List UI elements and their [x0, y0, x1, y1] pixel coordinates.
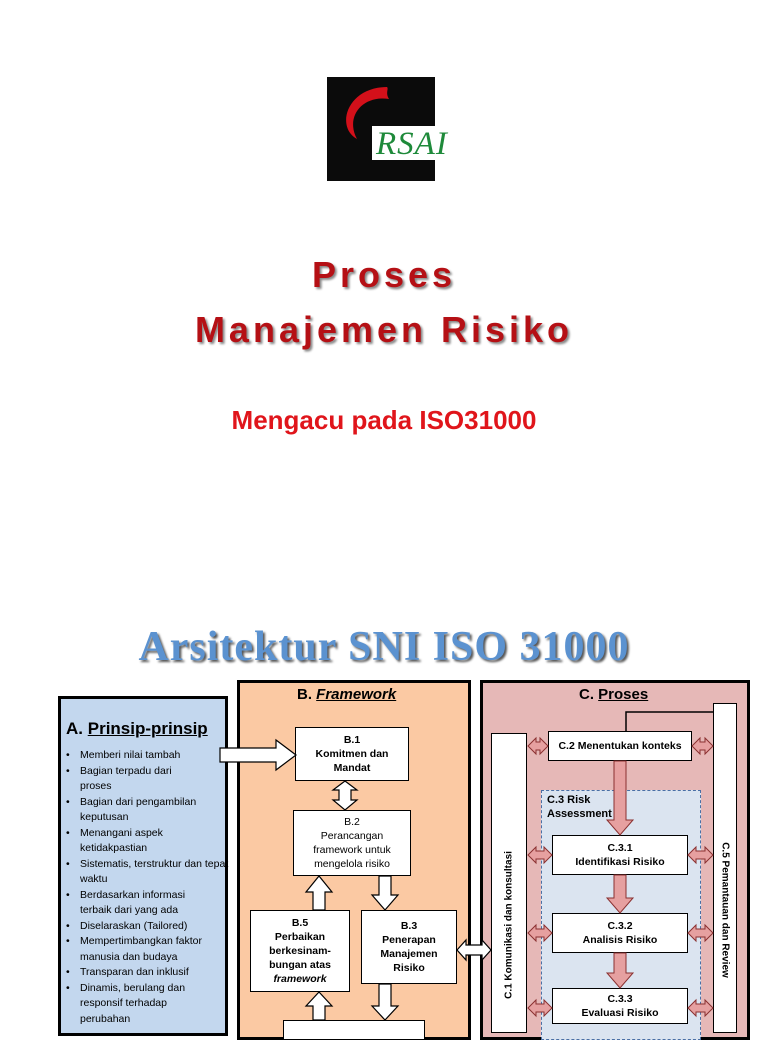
list-item: • Sistematis, terstruktur dan tepat waktu: [64, 857, 230, 888]
arrow-c1-c33: [528, 1000, 552, 1016]
page-title-line2: Manajemen Risiko: [194, 309, 574, 350]
b3-code: B.3: [400, 920, 418, 932]
list-item: • Dinamis, berulang dan responsif terhadap perubahan: [64, 981, 210, 1028]
b5-text: Perbaikan berkesinam-bungan atas: [269, 931, 331, 971]
architecture-title: Arsitektur SNI ISO 31000: [138, 624, 630, 670]
arrow-c1-c32: [528, 925, 552, 941]
arrow-c1-c31: [528, 847, 552, 863]
arrow-b-c: [457, 940, 491, 960]
arrow-c31-c5: [688, 847, 713, 863]
arrow-c33-c5: [688, 1000, 713, 1016]
panel-principles-prefix: A.: [66, 719, 83, 738]
panel-principles-label: Prinsip-prinsip: [87, 719, 208, 738]
c2-text: C.2 Menentukan konteks: [558, 740, 682, 752]
panel-framework-label: Framework: [316, 686, 397, 703]
arrow-c2-c5: [692, 738, 713, 754]
b2-text-2: framework untuk mengelola risiko: [313, 844, 391, 870]
b2-code: B.2: [344, 816, 360, 828]
list-item: • Mempertimbangkan faktor manusia dan budaya: [64, 934, 240, 965]
panel-framework-prefix: B.: [297, 686, 312, 703]
arrow-b4-b5: [306, 992, 332, 1020]
panel-process-prefix: C.: [579, 686, 594, 703]
c31-code: C.3.1: [607, 842, 633, 854]
c33-code: C.3.3: [607, 993, 633, 1005]
list-item: • Memberi nilai tambah: [64, 748, 234, 764]
panel-process-label: Proses: [598, 686, 649, 703]
c32-text: Analisis Risiko: [582, 934, 658, 946]
list-item: • Transparan dan inklusif: [64, 965, 234, 981]
b2-text: Perancangan: [320, 830, 384, 842]
b5-code: B.5: [291, 917, 309, 929]
b3-text: Penerapan Manajemen Risiko: [380, 934, 438, 974]
arrow-b3-b4: [372, 984, 398, 1020]
list-item: • Bagian terpadu dari proses: [64, 764, 200, 795]
c31-text: Identifikasi Risiko: [575, 856, 665, 868]
monitoring-label: C.5 Pemantauan dan Review: [719, 842, 731, 978]
list-item: • Diselaraskan (Tailored): [64, 919, 234, 935]
b1-code: B.1: [343, 734, 361, 746]
arrow-c1-c2: [528, 738, 548, 754]
page-subtitle: Mengacu pada ISO31000: [231, 405, 537, 435]
logo-word: RSAI: [376, 126, 448, 162]
c33-text: Evaluasi Risiko: [581, 1007, 659, 1019]
arrow-c31-c32: [607, 875, 633, 913]
b5-text-2: framework: [273, 973, 327, 985]
c5-feedback-line: [626, 712, 713, 731]
arrow-b5-b2: [306, 876, 332, 910]
arrow-b1-b2: [333, 781, 357, 810]
arrow-a-to-b1: [220, 740, 296, 770]
page-title-line1: Proses: [311, 254, 457, 295]
communication-label: C.1 Komunikasi dan konsultasi: [503, 851, 515, 999]
risk-assessment-title: C.3 Risk Assessment: [547, 794, 612, 820]
arrow-b2-b3: [372, 876, 398, 910]
arrow-c32-c5: [688, 925, 713, 941]
list-item: • Berdasarkan informasi terbaik dari yang ada: [64, 888, 210, 919]
c32-code: C.3.2: [607, 920, 633, 932]
arrow-c32-c33: [607, 953, 633, 988]
list-item: • Bagian dari pengambilan keputusan: [64, 795, 230, 826]
list-item: • Menangani aspek ketidakpastian: [64, 826, 190, 857]
arrow-c2-c31: [607, 761, 633, 835]
b1-text: Komitmen dan Mandat: [315, 748, 389, 774]
